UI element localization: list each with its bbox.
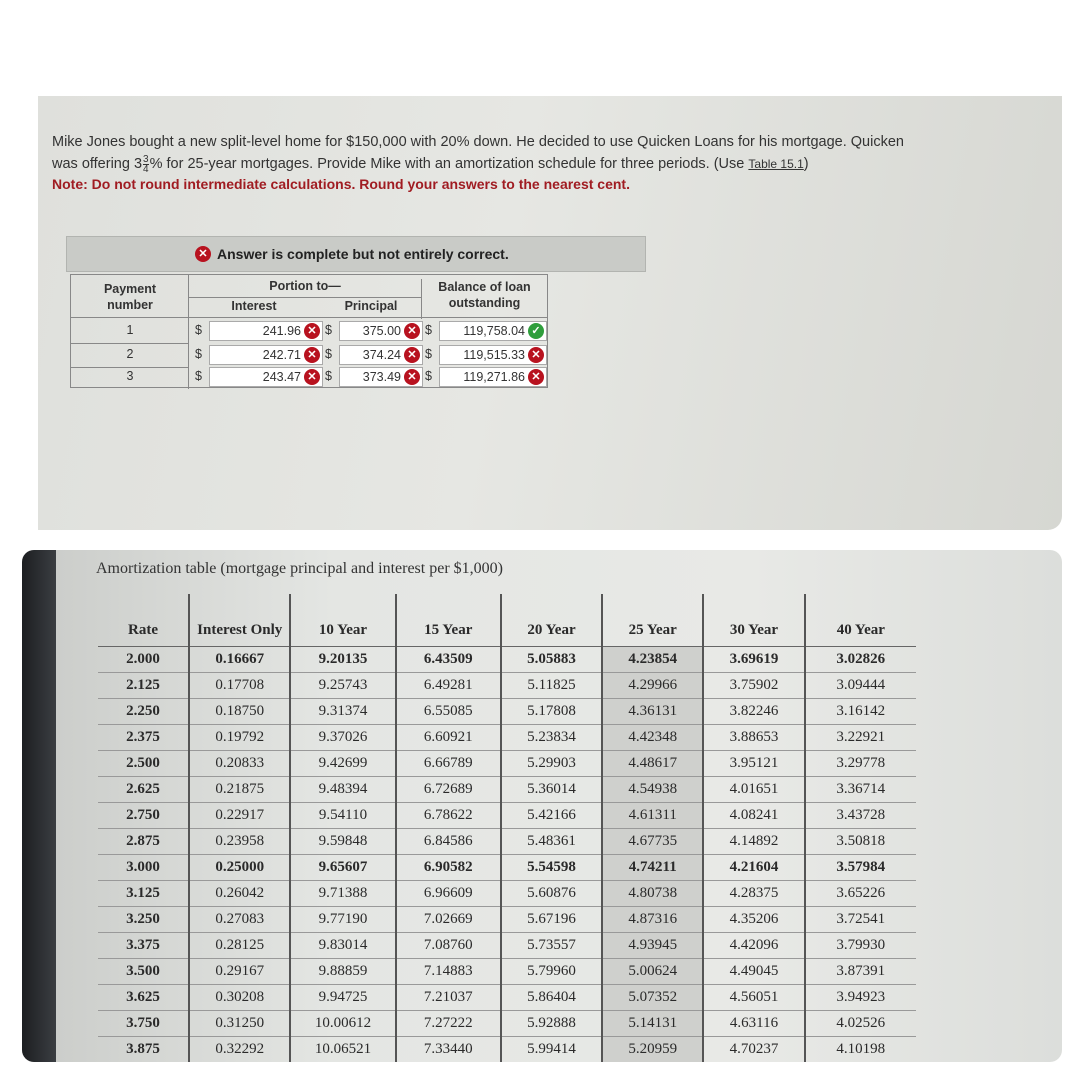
factor-cell: 4.67735 (602, 828, 703, 854)
principal-input[interactable]: 373.49 ✕ (339, 367, 423, 387)
rate-cell: 3.375 (98, 932, 189, 958)
amortization-photo (22, 550, 1062, 1062)
factor-cell: 5.48361 (501, 828, 602, 854)
correct-icon: ✓ (528, 323, 544, 339)
amortization-title: Amortization table (mortgage principal and interest per $1,000) (96, 560, 503, 577)
factor-cell: 4.21604 (703, 854, 804, 880)
incorrect-icon: ✕ (528, 347, 544, 363)
factor-cell: 3.09444 (805, 672, 916, 698)
header-principal: Principal (344, 299, 398, 313)
rate-cell: 2.500 (98, 750, 189, 776)
factor-cell: 0.26042 (189, 880, 290, 906)
incorrect-icon: ✕ (404, 323, 420, 339)
factor-cell: 0.19792 (189, 724, 290, 750)
factor-cell: 6.55085 (396, 698, 501, 724)
answer-row: 1 $ 241.96 ✕ $ 375.00 ✕ $ 119,758.04 ✓ (71, 319, 547, 343)
rate-cell: 2.000 (98, 646, 189, 672)
header-payment-number: Payment number (103, 282, 157, 312)
question-line-1: Mike Jones bought a new split-level home for $150,000 with 20% down. He decided to use Quicken Loans for his mortgage. Quicken (52, 134, 904, 150)
table-row (98, 750, 916, 776)
factor-cell: 4.08241 (703, 802, 804, 828)
interest-input[interactable]: 241.96 ✕ (209, 321, 323, 341)
factor-cell: 3.16142 (805, 698, 916, 724)
factor-cell: 7.14883 (396, 958, 501, 984)
factor-cell: 0.25000 (189, 854, 290, 880)
factor-cell: 0.21875 (189, 776, 290, 802)
factor-cell: 7.02669 (396, 906, 501, 932)
table-row (98, 672, 916, 698)
factor-cell: 3.57984 (805, 854, 916, 880)
factor-cell: 4.36131 (602, 698, 703, 724)
table-row (98, 698, 916, 724)
factor-cell: 5.14131 (602, 1010, 703, 1036)
factor-cell: 0.22917 (189, 802, 290, 828)
factor-cell: 4.14892 (703, 828, 804, 854)
question-panel (38, 96, 1062, 530)
principal-input[interactable]: 374.24 ✕ (339, 345, 423, 365)
factor-cell: 3.87391 (805, 958, 916, 984)
factor-cell: 3.36714 (805, 776, 916, 802)
factor-cell: 5.23834 (501, 724, 602, 750)
rate-cell: 2.625 (98, 776, 189, 802)
table-row (98, 906, 916, 932)
header-40-year: 40 Year (805, 594, 916, 646)
factor-cell: 6.78622 (396, 802, 501, 828)
factor-cell: 9.42699 (290, 750, 395, 776)
note-text: Do not round intermediate calculations. Round your answers to the nearest cent. (91, 176, 630, 192)
factor-cell: 0.20833 (189, 750, 290, 776)
factor-cell: 3.75902 (703, 672, 804, 698)
factor-cell: 5.17808 (501, 698, 602, 724)
factor-cell: 4.61311 (602, 802, 703, 828)
table-row (98, 828, 916, 854)
factor-cell: 5.05883 (501, 646, 602, 672)
factor-cell: 4.42348 (602, 724, 703, 750)
payment-number: 1 (126, 323, 134, 337)
header-10-year: 10 Year (290, 594, 395, 646)
rate-fraction: $\frac{3}{4}$ (143, 153, 149, 175)
rate-cell: 3.500 (98, 958, 189, 984)
header-interest-only: Interest Only (189, 594, 290, 646)
incorrect-icon: ✕ (404, 347, 420, 363)
factor-cell: 5.99414 (501, 1036, 602, 1062)
amortization-table (98, 594, 916, 1062)
rate-cell: 2.375 (98, 724, 189, 750)
factor-cell: 5.60876 (501, 880, 602, 906)
factor-cell: 3.94923 (805, 984, 916, 1010)
table-row (98, 854, 916, 880)
incorrect-icon: ✕ (404, 369, 420, 385)
table-row (98, 932, 916, 958)
factor-cell: 4.93945 (602, 932, 703, 958)
factor-cell: 9.94725 (290, 984, 395, 1010)
interest-input[interactable]: 243.47 ✕ (209, 367, 323, 387)
factor-cell: 0.16667 (189, 646, 290, 672)
rate-cell: 3.750 (98, 1010, 189, 1036)
factor-cell: 5.07352 (602, 984, 703, 1010)
factor-cell: 9.31374 (290, 698, 395, 724)
factor-cell: 9.54110 (290, 802, 395, 828)
factor-cell: 3.22921 (805, 724, 916, 750)
factor-cell: 7.27222 (396, 1010, 501, 1036)
factor-cell: 5.20959 (602, 1036, 703, 1062)
rate-cell: 2.875 (98, 828, 189, 854)
factor-cell: 4.42096 (703, 932, 804, 958)
incorrect-icon: ✕ (304, 347, 320, 363)
rate-cell: 3.000 (98, 854, 189, 880)
factor-cell: 4.23854 (602, 646, 703, 672)
factor-cell: 5.00624 (602, 958, 703, 984)
table-row (98, 802, 916, 828)
interest-input[interactable]: 242.71 ✕ (209, 345, 323, 365)
factor-cell: 4.74211 (602, 854, 703, 880)
question-line-2: was offering 3 $\frac{3}{4}$ % for 25-year mortgages. Provide Mike with an amortization schedule for three periods. (Use Table 15.1) (52, 153, 809, 175)
factor-cell: 5.36014 (501, 776, 602, 802)
rate-cell: 3.625 (98, 984, 189, 1010)
factor-cell: 10.06521 (290, 1036, 395, 1062)
factor-cell: 3.69619 (703, 646, 804, 672)
factor-cell: 9.25743 (290, 672, 395, 698)
factor-cell: 5.54598 (501, 854, 602, 880)
factor-cell: 3.43728 (805, 802, 916, 828)
rate-cell: 2.750 (98, 802, 189, 828)
factor-cell: 6.43509 (396, 646, 501, 672)
factor-cell: 3.50818 (805, 828, 916, 854)
factor-cell: 0.23958 (189, 828, 290, 854)
table-row (98, 776, 916, 802)
factor-cell: 3.65226 (805, 880, 916, 906)
factor-cell: 6.66789 (396, 750, 501, 776)
incorrect-icon: ✕ (304, 369, 320, 385)
factor-cell: 4.10198 (805, 1036, 916, 1062)
note-label: Note: (52, 176, 88, 192)
factor-cell: 4.56051 (703, 984, 804, 1010)
factor-cell: 4.87316 (602, 906, 703, 932)
payment-number: 2 (126, 347, 134, 361)
factor-cell: 3.82246 (703, 698, 804, 724)
note (52, 174, 952, 194)
factor-cell: 9.48394 (290, 776, 395, 802)
factor-cell: 4.28375 (703, 880, 804, 906)
question-text (52, 132, 952, 194)
factor-cell: 5.73557 (501, 932, 602, 958)
factor-cell: 7.08760 (396, 932, 501, 958)
factor-cell: 5.86404 (501, 984, 602, 1010)
factor-cell: 4.35206 (703, 906, 804, 932)
factor-cell: 9.71388 (290, 880, 395, 906)
factor-cell: 5.79960 (501, 958, 602, 984)
factor-cell: 4.63116 (703, 1010, 804, 1036)
header-portion-to: Portion to— (269, 279, 341, 293)
factor-cell: 3.29778 (805, 750, 916, 776)
amortization-header-row (98, 594, 916, 646)
factor-cell: 9.88859 (290, 958, 395, 984)
factor-cell: 3.88653 (703, 724, 804, 750)
table-row (98, 880, 916, 906)
factor-cell: 3.95121 (703, 750, 804, 776)
rate-cell: 2.125 (98, 672, 189, 698)
principal-input[interactable]: 375.00 ✕ (339, 321, 423, 341)
factor-cell: 0.17708 (189, 672, 290, 698)
factor-cell: 9.59848 (290, 828, 395, 854)
header-30-year: 30 Year (703, 594, 804, 646)
factor-cell: 6.60921 (396, 724, 501, 750)
header-25-year: 25 Year (602, 594, 703, 646)
factor-cell: 9.77190 (290, 906, 395, 932)
factor-cell: 9.65607 (290, 854, 395, 880)
incorrect-icon: ✕ (528, 369, 544, 385)
table-row (98, 958, 916, 984)
factor-cell: 4.49045 (703, 958, 804, 984)
factor-cell: 4.48617 (602, 750, 703, 776)
factor-cell: 5.92888 (501, 1010, 602, 1036)
header-balance: Balance of loan outstanding (421, 279, 547, 319)
incorrect-icon: ✕ (304, 323, 320, 339)
table-link[interactable]: Table 15.1 (748, 157, 804, 171)
factor-cell: 7.33440 (396, 1036, 501, 1062)
table-row (98, 724, 916, 750)
table-row (98, 1036, 916, 1062)
table-row (98, 646, 916, 672)
factor-cell: 6.90582 (396, 854, 501, 880)
factor-cell: 5.11825 (501, 672, 602, 698)
header-20-year: 20 Year (501, 594, 602, 646)
factor-cell: 4.29966 (602, 672, 703, 698)
rate-cell: 2.250 (98, 698, 189, 724)
factor-cell: 6.49281 (396, 672, 501, 698)
factor-cell: 6.96609 (396, 880, 501, 906)
table-row (98, 984, 916, 1010)
payment-number: 3 (126, 369, 134, 383)
rate-cell: 3.250 (98, 906, 189, 932)
factor-cell: 4.02526 (805, 1010, 916, 1036)
factor-cell: 10.00612 (290, 1010, 395, 1036)
balance-input[interactable]: 119,271.86 ✕ (439, 367, 547, 387)
answer-table (70, 274, 548, 388)
factor-cell: 3.72541 (805, 906, 916, 932)
factor-cell: 0.18750 (189, 698, 290, 724)
incorrect-icon: ✕ (195, 246, 211, 262)
header-rate: Rate (98, 594, 189, 646)
header-15-year: 15 Year (396, 594, 501, 646)
factor-cell: 0.31250 (189, 1010, 290, 1036)
factor-cell: 3.02826 (805, 646, 916, 672)
header-interest: Interest (231, 299, 277, 313)
factor-cell: 0.32292 (189, 1036, 290, 1062)
factor-cell: 0.29167 (189, 958, 290, 984)
factor-cell: 4.80738 (602, 880, 703, 906)
answer-row: 2 $ 242.71 ✕ $ 374.24 ✕ $ 119,515.33 ✕ (71, 343, 547, 367)
factor-cell: 0.30208 (189, 984, 290, 1010)
answer-status-banner (66, 236, 646, 272)
answer-row: 3 $ 243.47 ✕ $ 373.49 ✕ $ 119,271.86 ✕ (71, 365, 547, 389)
factor-cell: 9.83014 (290, 932, 395, 958)
factor-cell: 4.70237 (703, 1036, 804, 1062)
factor-cell: 3.79930 (805, 932, 916, 958)
rate-cell: 3.875 (98, 1036, 189, 1062)
balance-input[interactable]: 119,758.04 ✓ (439, 321, 547, 341)
factor-cell: 9.20135 (290, 646, 395, 672)
book-spine (22, 550, 56, 1062)
factor-cell: 4.54938 (602, 776, 703, 802)
banner-text: Answer is complete but not entirely correct. (217, 246, 509, 262)
factor-cell: 7.21037 (396, 984, 501, 1010)
factor-cell: 5.42166 (501, 802, 602, 828)
factor-cell: 6.84586 (396, 828, 501, 854)
factor-cell: 5.67196 (501, 906, 602, 932)
factor-cell: 9.37026 (290, 724, 395, 750)
factor-cell: 4.01651 (703, 776, 804, 802)
rate-cell: 3.125 (98, 880, 189, 906)
factor-cell: 0.28125 (189, 932, 290, 958)
factor-cell: 0.27083 (189, 906, 290, 932)
factor-cell: 5.29903 (501, 750, 602, 776)
factor-cell: 6.72689 (396, 776, 501, 802)
table-row (98, 1010, 916, 1036)
balance-input[interactable]: 119,515.33 ✕ (439, 345, 547, 365)
